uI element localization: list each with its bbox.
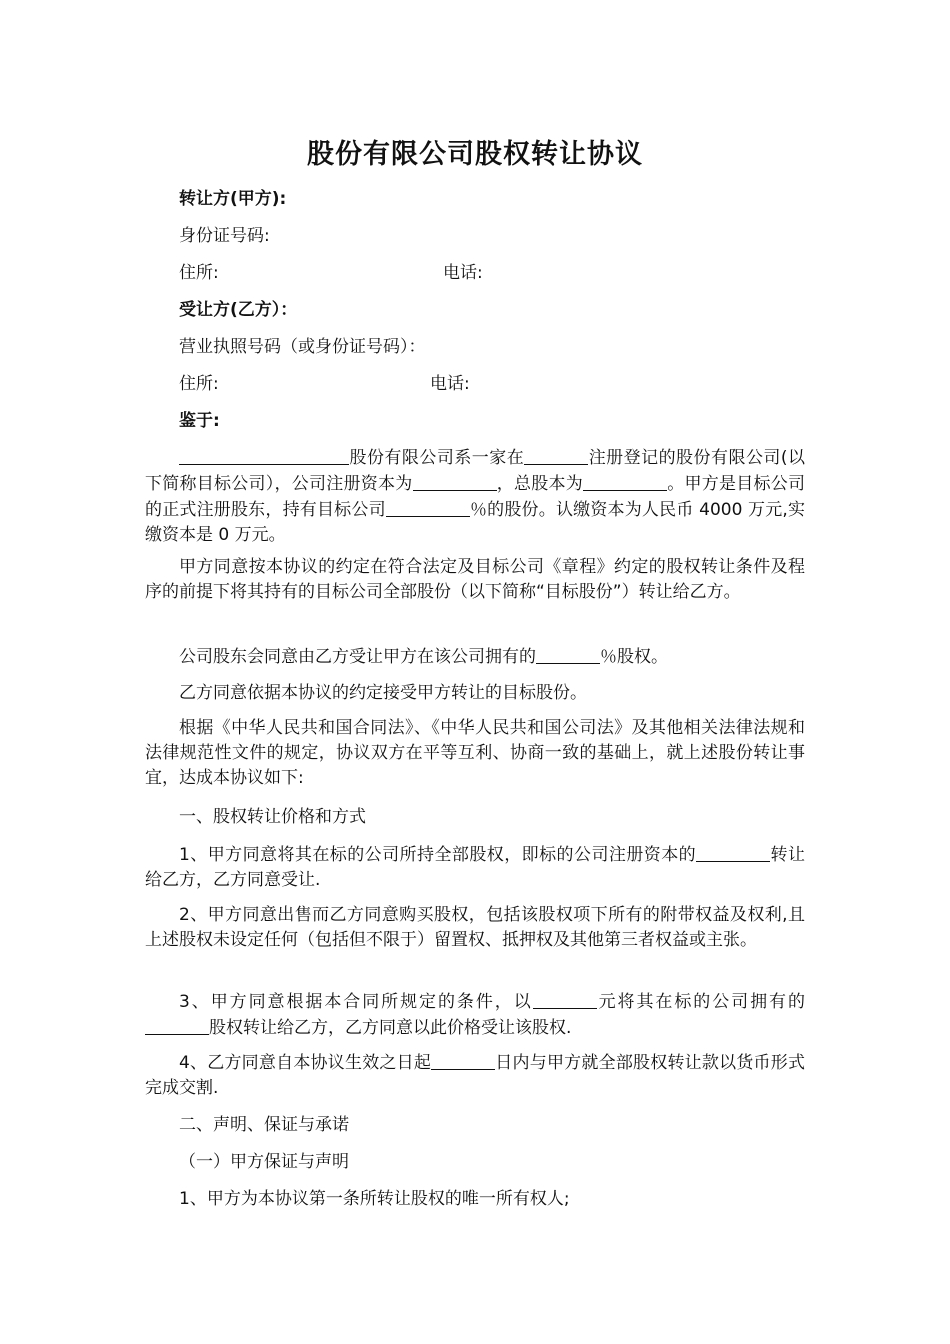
whereas-p1-text-a: 股份有限公司系一家在 bbox=[349, 448, 525, 468]
transferee-license-label: 营业执照号码（或身份证号码）： bbox=[179, 337, 426, 357]
section-2-sub-heading: （一）甲方保证与声明 bbox=[179, 1152, 349, 1172]
whereas-paragraph-5: 根据《中华人民共和国合同法》、《中华人民共和国公司法》及其他相关法律法规和法律规范性文件的规定，协议双方在平等互利、协商一致的基础上，就上述股份转让事宜，达成本协议如下: bbox=[145, 718, 805, 788]
document-title: 股份有限公司股权转让协议 bbox=[307, 139, 643, 170]
blank-company-name bbox=[179, 445, 349, 465]
section-1-clause-3 bbox=[145, 989, 805, 1041]
section1-c1-text-b: 转让给乙方，乙方同意受让. bbox=[145, 845, 805, 890]
section1-c4-text-b: 日内与甲方就全部股权转让款以货币形式完成交割. bbox=[145, 1053, 805, 1098]
section1-c3-text-a: 3、甲方同意根据本合同所规定的条件，以 bbox=[179, 992, 533, 1012]
section-2-clause-1: 1、甲方为本协议第一条所转让股权的唯一所有权人; bbox=[179, 1189, 570, 1209]
transferee-phone-label: 电话: bbox=[430, 374, 470, 394]
section-2-heading: 二、声明、保证与承诺 bbox=[179, 1115, 349, 1135]
section1-c1-text-a: 1、甲方同意将其在标的公司所持全部股权，即标的公司注册资本的 bbox=[179, 845, 697, 865]
section1-c3-text-c: 股权转让给乙方，乙方同意以此价格受让该股权. bbox=[209, 1018, 572, 1038]
section-1-heading: 一、股权转让价格和方式 bbox=[179, 807, 366, 827]
transferor-address-label: 住所: bbox=[179, 263, 219, 283]
section1-c3-text-b: 元将其在标的公司拥有的 bbox=[596, 992, 806, 1012]
blank-total-shares bbox=[583, 471, 667, 491]
blank-equity-percentage bbox=[536, 644, 600, 664]
transferee-heading: 受让方(乙方）： bbox=[179, 300, 298, 320]
transferee-address-label: 住所: bbox=[179, 374, 219, 394]
blank-capital-ratio bbox=[696, 842, 760, 862]
whereas-paragraph-3 bbox=[145, 644, 805, 670]
whereas-paragraph-2: 甲方同意按本协议的约定在符合法定及目标公司《章程》约定的股权转让条件及程序的前提下将其持有的目标公司全部股份（以下简称“目标股份”）转让给乙方。 bbox=[145, 557, 805, 602]
whereas-p1-text-c: ，总股本为 bbox=[496, 474, 583, 494]
blank-registration-place bbox=[524, 445, 588, 465]
blank-capital-ratio-continued bbox=[760, 842, 770, 862]
whereas-paragraph-4: 乙方同意依据本协议的约定接受甲方转让的目标股份。 bbox=[179, 683, 587, 703]
section-1-clause-4 bbox=[145, 1050, 805, 1101]
blank-owned-equity bbox=[145, 1015, 209, 1035]
section1-c4-text-a: 4、乙方同意自本协议生效之日起 bbox=[179, 1053, 432, 1073]
section-1-clause-1 bbox=[145, 842, 805, 893]
whereas-p1-text-d: 。甲方是目标公司的正式注册股东，持有目标公司 bbox=[145, 474, 805, 520]
transferor-id-label: 身份证号码: bbox=[179, 226, 270, 246]
whereas-p3-text-a: 公司股东会同意由乙方受让甲方在该公司拥有的 bbox=[179, 647, 536, 667]
transferor-phone-label: 电话: bbox=[443, 263, 483, 283]
whereas-paragraph-1 bbox=[145, 445, 805, 548]
whereas-p1-text-e: ％的股份。认缴资本为人民币 4000 万元,实缴资本是 0 万元。 bbox=[145, 500, 805, 545]
whereas-p1-text-b: 注册登记的股份有限公司(以下简称目标公司），公司注册资本为 bbox=[145, 448, 806, 494]
blank-registered-capital bbox=[413, 471, 497, 491]
blank-payment-days bbox=[431, 1050, 495, 1070]
transferor-heading: 转让方(甲方): bbox=[179, 189, 287, 209]
section-1-clause-2: 2、甲方同意出售而乙方同意购买股权，包括该股权项下所有的附带权益及权利,且上述股权未设定任何（包括但不限于）留置权、抵押权及其他第三者权益或主张。 bbox=[145, 905, 805, 950]
blank-transfer-price bbox=[533, 989, 597, 1009]
whereas-p3-text-b: ％股权。 bbox=[600, 647, 668, 667]
blank-share-percentage bbox=[386, 497, 470, 517]
whereas-heading: 鉴于: bbox=[179, 411, 220, 431]
